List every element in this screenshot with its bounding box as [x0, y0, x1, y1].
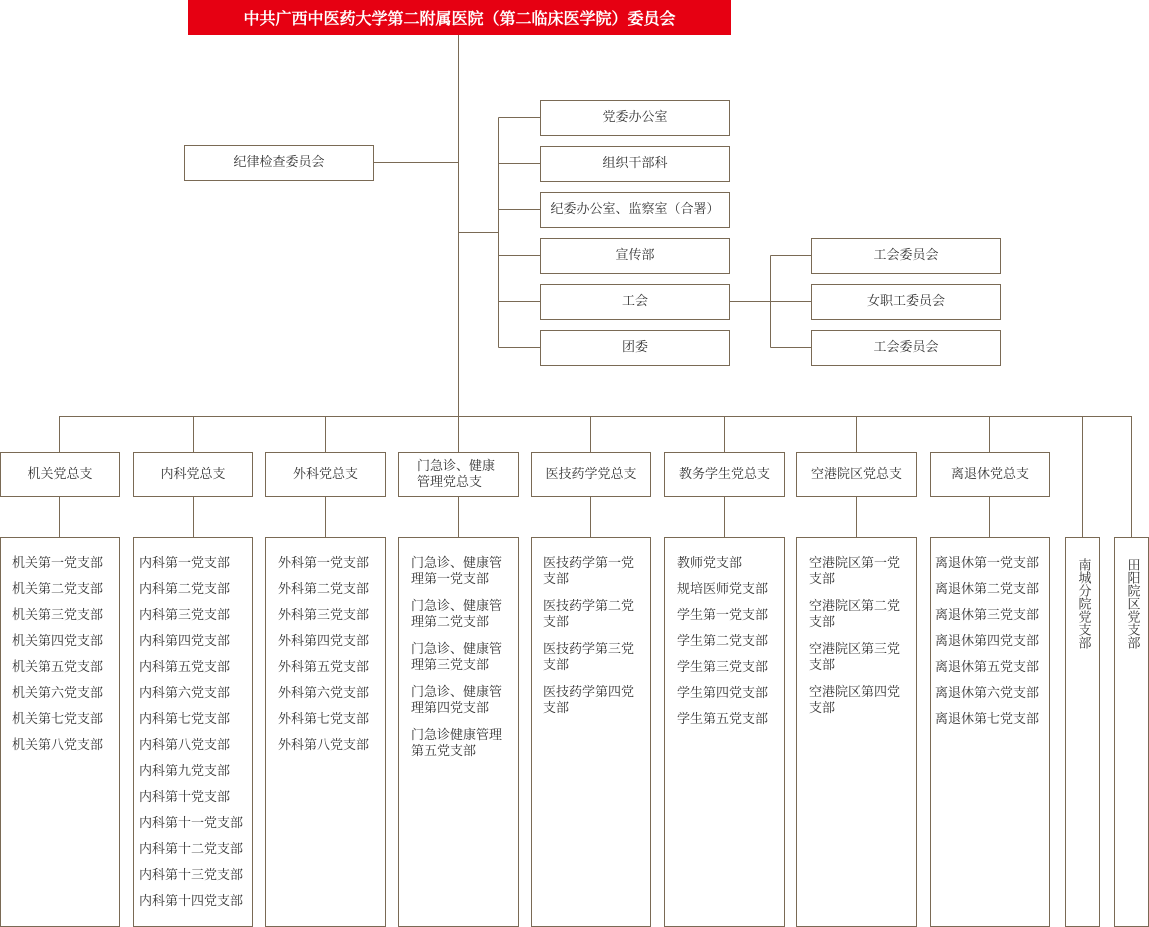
branch-konggang-campus: 空港院区党总支 — [796, 452, 917, 497]
list-internal-medicine — [133, 537, 253, 927]
list-item: 离退休第二党支部 — [935, 582, 1040, 597]
list-item: 离退休第四党支部 — [935, 634, 1040, 649]
list-item: 离退休第三党支部 — [935, 608, 1040, 623]
office-organization: 组织干部科 — [540, 146, 730, 182]
discipline-committee: 纪律检查委员会 — [184, 145, 374, 181]
list-item: 门急诊、健康管理第四党支部 — [411, 685, 503, 716]
list-item: 离退休第五党支部 — [935, 660, 1040, 675]
list-item: 内科第十二党支部 — [139, 842, 244, 857]
list-item: 离退休第六党支部 — [935, 686, 1040, 701]
list-item: 内科第四党支部 — [139, 634, 231, 649]
tianyang-branch-label: 田阳院区党支部 — [1124, 558, 1140, 649]
list-item: 内科第三党支部 — [139, 608, 231, 623]
branch-surgery: 外科党总支 — [265, 452, 386, 497]
women-workers-committee: 女职工委员会 — [811, 284, 1001, 320]
branch-emergency-health: 门急诊、健康管理党总支 — [398, 452, 519, 497]
list-item: 医技药学第一党支部 — [543, 556, 635, 587]
tianyang-branch — [1114, 537, 1149, 927]
list-item: 机关第五党支部 — [12, 660, 104, 675]
branch-internal-medicine: 内科党总支 — [133, 452, 253, 497]
list-item: 学生第四党支部 — [677, 686, 769, 701]
list-item: 内科第一党支部 — [139, 556, 231, 571]
list-item: 内科第六党支部 — [139, 686, 231, 701]
list-item: 外科第二党支部 — [278, 582, 370, 597]
list-item: 机关第八党支部 — [12, 738, 104, 753]
branch-offices: 机关党总支 — [0, 452, 120, 497]
office-youth-league: 团委 — [540, 330, 730, 366]
list-item: 离退休第七党支部 — [935, 712, 1040, 727]
list-item: 内科第十四党支部 — [139, 894, 244, 909]
list-item: 空港院区第一党支部 — [809, 556, 901, 587]
branch-retirees: 离退休党总支 — [930, 452, 1050, 497]
branch-education-students: 教务学生党总支 — [664, 452, 785, 497]
list-item: 医技药学第三党支部 — [543, 642, 635, 673]
office-discipline-supervision: 纪委办公室、监察室（合署） — [540, 192, 730, 228]
list-item: 机关第七党支部 — [12, 712, 104, 727]
list-item: 空港院区第四党支部 — [809, 685, 901, 716]
list-item: 机关第一党支部 — [12, 556, 104, 571]
list-item: 教师党支部 — [677, 556, 743, 571]
list-item: 医技药学第四党支部 — [543, 685, 635, 716]
union-committee-2: 工会委员会 — [811, 330, 1001, 366]
list-konggang-campus — [796, 537, 917, 927]
list-item: 机关第四党支部 — [12, 634, 104, 649]
list-item: 外科第三党支部 — [278, 608, 370, 623]
list-item: 外科第四党支部 — [278, 634, 370, 649]
office-union: 工会 — [540, 284, 730, 320]
list-item: 门急诊健康管理第五党支部 — [411, 728, 503, 759]
list-item: 内科第十一党支部 — [139, 816, 244, 831]
list-item: 学生第二党支部 — [677, 634, 769, 649]
list-offices — [0, 537, 120, 927]
list-item: 外科第七党支部 — [278, 712, 370, 727]
list-item: 外科第五党支部 — [278, 660, 370, 675]
list-retirees — [930, 537, 1050, 927]
list-item: 外科第一党支部 — [278, 556, 370, 571]
list-item: 离退休第一党支部 — [935, 556, 1040, 571]
list-item: 机关第六党支部 — [12, 686, 104, 701]
list-item: 内科第五党支部 — [139, 660, 231, 675]
list-item: 规培医师党支部 — [677, 582, 769, 597]
list-emergency-health — [398, 537, 519, 927]
union-committee-1: 工会委员会 — [811, 238, 1001, 274]
list-item: 机关第三党支部 — [12, 608, 104, 623]
list-item: 门急诊、健康管理第一党支部 — [411, 556, 503, 587]
list-item: 学生第一党支部 — [677, 608, 769, 623]
list-item: 学生第五党支部 — [677, 712, 769, 727]
list-item: 门急诊、健康管理第二党支部 — [411, 599, 503, 630]
list-item: 内科第二党支部 — [139, 582, 231, 597]
office-party-committee: 党委办公室 — [540, 100, 730, 136]
nancheng-branch-label: 南城分院党支部 — [1075, 558, 1091, 649]
list-surgery — [265, 537, 386, 927]
list-item: 学生第三党支部 — [677, 660, 769, 675]
office-publicity: 宣传部 — [540, 238, 730, 274]
list-medical-tech — [531, 537, 651, 927]
list-item: 门急诊、健康管理第三党支部 — [411, 642, 503, 673]
list-item: 空港院区第二党支部 — [809, 599, 901, 630]
list-item: 内科第十三党支部 — [139, 868, 244, 883]
list-item: 医技药学第二党支部 — [543, 599, 635, 630]
list-item: 机关第二党支部 — [12, 582, 104, 597]
nancheng-branch — [1065, 537, 1100, 927]
branch-medical-tech: 医技药学党总支 — [531, 452, 651, 497]
list-item: 内科第七党支部 — [139, 712, 231, 727]
list-item: 内科第八党支部 — [139, 738, 231, 753]
list-education-students — [664, 537, 785, 927]
root-committee-title: 中共广西中医药大学第二附属医院（第二临床医学院）委员会 — [188, 0, 731, 35]
list-item: 外科第八党支部 — [278, 738, 370, 753]
list-item: 空港院区第三党支部 — [809, 642, 901, 673]
list-item: 外科第六党支部 — [278, 686, 370, 701]
list-item: 内科第九党支部 — [139, 764, 231, 779]
list-item: 内科第十党支部 — [139, 790, 231, 805]
